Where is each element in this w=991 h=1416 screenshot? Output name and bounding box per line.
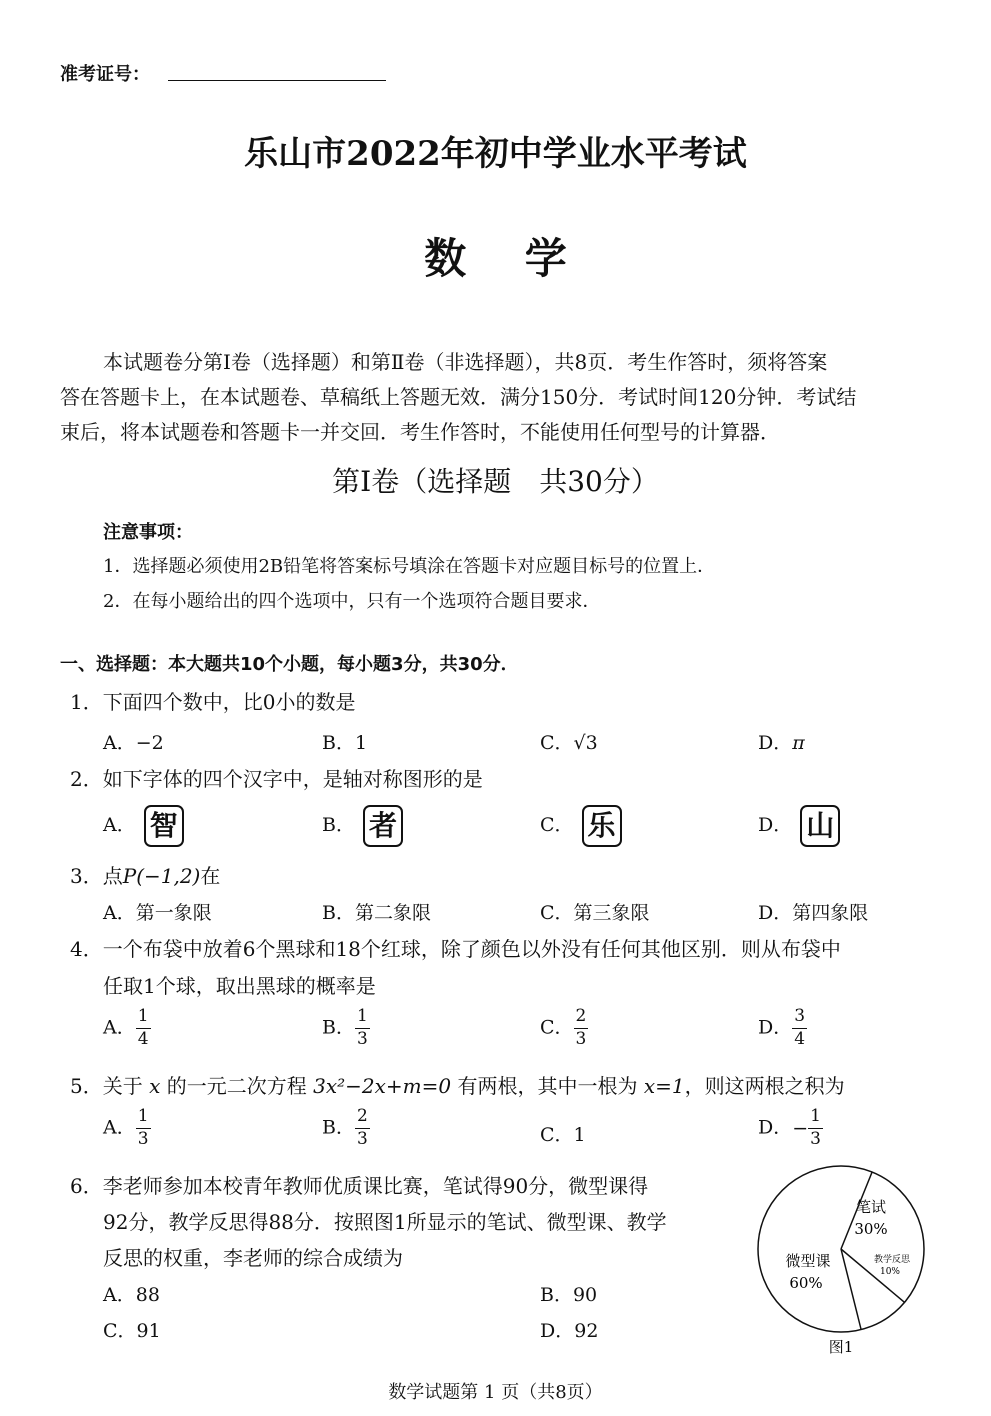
option-value: 第三象限 <box>573 902 650 924</box>
question-2-stem: 2．如下字体的四个汉字中，是轴对称图形的是 <box>70 767 483 791</box>
q3-option-d[interactable] <box>758 898 868 925</box>
q1-option-d[interactable] <box>758 728 805 755</box>
fraction <box>355 1108 370 1149</box>
option-label: B． <box>322 902 355 924</box>
q6-option-d[interactable] <box>540 1316 598 1343</box>
numerator: 1 <box>808 1108 823 1129</box>
option-label: C． <box>103 1320 137 1342</box>
option-label: D． <box>758 902 793 924</box>
question-4-stem-line-2: 任取1个球，取出黑球的概率是 <box>103 974 376 998</box>
equation: 3x²−2x+m=0 <box>313 1074 452 1098</box>
q5-option-d[interactable] <box>758 1108 823 1149</box>
option-value: 1 <box>354 732 368 754</box>
minus-sign: − <box>792 1117 809 1140</box>
figure-1-caption: 图1 <box>828 1338 854 1356</box>
subject-title: 数 学 <box>424 234 567 283</box>
numerator: 1 <box>355 1008 370 1029</box>
slice-fansi-name: 教学反思 <box>873 1255 911 1265</box>
q6-option-a[interactable] <box>103 1280 160 1307</box>
fraction <box>808 1108 823 1149</box>
q5-option-b[interactable] <box>322 1108 370 1149</box>
pie-divider-weixingke <box>841 1249 861 1330</box>
slice-fansi-percent: 10% <box>879 1267 901 1277</box>
notes-heading: 注意事项： <box>103 522 193 543</box>
intro-line-1: 本试题卷分第Ⅰ卷（选择题）和第Ⅱ卷（非选择题），共8页．考生作答时，须将答案 <box>103 350 828 374</box>
numerator: 2 <box>355 1108 370 1129</box>
question-6-stem-line-1: 6．李老师参加本校青年教师优质课比赛，笔试得90分，微型课得 <box>70 1174 649 1198</box>
option-value: 90 <box>572 1284 598 1306</box>
q3-option-b[interactable] <box>322 898 431 925</box>
denominator: 4 <box>137 1028 149 1049</box>
option-value: 第二象限 <box>354 902 431 924</box>
denominator: 3 <box>810 1128 821 1149</box>
option-value: π <box>792 732 805 754</box>
stem-text: 的一元二次方程 <box>166 1074 307 1098</box>
character-shan-glyph: 山 <box>800 805 840 847</box>
part-1-heading: 一、选择题：本大题共10个小题，每小题3分，共30分． <box>60 654 519 675</box>
fraction <box>574 1008 589 1049</box>
option-label: D． <box>758 1016 793 1039</box>
option-label: D． <box>758 732 793 754</box>
option-label: C． <box>540 1124 574 1146</box>
q6-option-c[interactable] <box>103 1316 161 1343</box>
stem-text: 在 <box>200 864 221 888</box>
question-1-stem: 1．下面四个数中，比0小的数是 <box>70 690 356 714</box>
exam-id-label: 准考证号： <box>60 64 150 85</box>
exam-id-blank[interactable] <box>168 80 386 81</box>
option-label: D． <box>758 1116 793 1139</box>
character-le-glyph: 乐 <box>582 805 622 847</box>
option-label: A． <box>103 1016 136 1039</box>
option-label: A． <box>103 902 136 924</box>
denominator: 3 <box>356 1128 368 1149</box>
q5-option-a[interactable] <box>103 1108 151 1149</box>
slice-weixingke-percent: 60% <box>789 1274 823 1292</box>
intro-line-2: 答在答题卡上，在本试题卷、草稿纸上答题无效．满分150分．考试时间120分钟．考试结 <box>60 385 857 409</box>
stem-text: 5．关于 <box>70 1074 143 1098</box>
stem-text: 有两根，其中一根为 <box>457 1074 638 1098</box>
character-zhe-glyph: 者 <box>363 805 403 847</box>
q2-option-d[interactable] <box>758 805 840 847</box>
denominator: 3 <box>356 1028 368 1049</box>
q4-option-b[interactable] <box>322 1008 370 1049</box>
figure-1-pie-chart <box>756 1160 936 1360</box>
option-label: D． <box>540 1320 575 1342</box>
q1-option-a[interactable] <box>103 728 164 755</box>
question-4-stem-line-1: 4．一个布袋中放着6个黑球和18个红球，除了颜色以外没有任何其他区别．则从布袋中 <box>70 937 841 961</box>
option-label: B． <box>322 1016 355 1039</box>
q5-option-c[interactable] <box>540 1120 586 1147</box>
option-label: D． <box>758 814 793 836</box>
option-label: C． <box>540 1016 574 1039</box>
option-value: 第四象限 <box>792 902 869 924</box>
option-label: A． <box>103 1284 136 1306</box>
q1-option-b[interactable] <box>322 728 367 755</box>
q2-option-b[interactable] <box>322 805 403 847</box>
note-item: 2．在每小题给出的四个选项中，只有一个选项符合题目要求． <box>103 591 601 612</box>
option-label: B． <box>540 1284 573 1306</box>
slice-bishi-percent: 30% <box>854 1220 888 1238</box>
numerator: 1 <box>136 1008 151 1029</box>
option-value: 第一象限 <box>135 902 212 924</box>
denominator: 3 <box>137 1128 149 1149</box>
option-label: A． <box>103 732 136 754</box>
fraction <box>136 1008 151 1049</box>
option-label: B． <box>322 814 355 836</box>
option-label: C． <box>540 814 574 836</box>
intro-line-3: 束后，将本试题卷和答题卡一并交回．考生作答时，不能使用任何型号的计算器． <box>60 420 780 444</box>
fraction <box>136 1108 151 1149</box>
option-value: 1 <box>573 1124 586 1146</box>
question-5-stem <box>70 1070 845 1099</box>
option-label: B． <box>322 1116 355 1139</box>
question-6-stem-line-3: 反思的权重，李老师的综合成绩为 <box>103 1246 403 1270</box>
option-value: −2 <box>135 732 164 754</box>
slice-bishi-name: 笔试 <box>855 1198 887 1216</box>
numerator: 3 <box>792 1008 807 1029</box>
root-expression: x=1 <box>643 1074 685 1098</box>
option-label: B． <box>322 732 355 754</box>
denominator: 4 <box>794 1028 806 1049</box>
option-value: √3 <box>573 732 598 754</box>
question-6-stem-line-2: 92分，教学反思得88分．按照图1所显示的笔试、微型课、教学 <box>103 1210 667 1234</box>
character-zhi-glyph: 智 <box>144 805 184 847</box>
q3-option-a[interactable] <box>103 898 212 925</box>
question-3-stem <box>70 860 220 889</box>
denominator: 3 <box>575 1028 587 1049</box>
slice-weixingke-name: 微型课 <box>785 1252 831 1270</box>
variable: x <box>149 1074 161 1098</box>
fraction <box>792 1008 807 1049</box>
section-1-title: 第Ⅰ卷（选择题 共30分） <box>332 465 659 498</box>
q6-option-b[interactable] <box>540 1280 597 1307</box>
option-label: C． <box>540 732 574 754</box>
point-expression: P(−1,2) <box>122 864 201 888</box>
option-label: C． <box>540 902 574 924</box>
q2-option-a[interactable] <box>103 805 184 847</box>
page-footer: 数学试题第 1 页（共8页） <box>388 1382 603 1403</box>
option-value: 92 <box>574 1320 599 1342</box>
note-item: 1．选择题必须使用2B铅笔将答案标号填涂在答题卡对应题目标号的位置上． <box>103 556 716 577</box>
numerator: 2 <box>574 1008 589 1029</box>
q1-option-c[interactable] <box>540 728 598 755</box>
stem-text: 3．点 <box>70 864 123 888</box>
q4-option-d[interactable] <box>758 1008 807 1049</box>
q2-option-c[interactable] <box>540 805 622 847</box>
q4-option-a[interactable] <box>103 1008 151 1049</box>
option-value: 91 <box>136 1320 161 1342</box>
option-label: A． <box>103 814 136 836</box>
q4-option-c[interactable] <box>540 1008 588 1049</box>
numerator: 1 <box>136 1108 151 1129</box>
exam-title: 乐山市2022年初中学业水平考试 <box>244 134 747 174</box>
option-value: 88 <box>135 1284 160 1306</box>
stem-text: ，则这两根之积为 <box>684 1074 845 1098</box>
fraction <box>355 1008 370 1049</box>
q3-option-c[interactable] <box>540 898 650 925</box>
option-label: A． <box>103 1116 136 1139</box>
